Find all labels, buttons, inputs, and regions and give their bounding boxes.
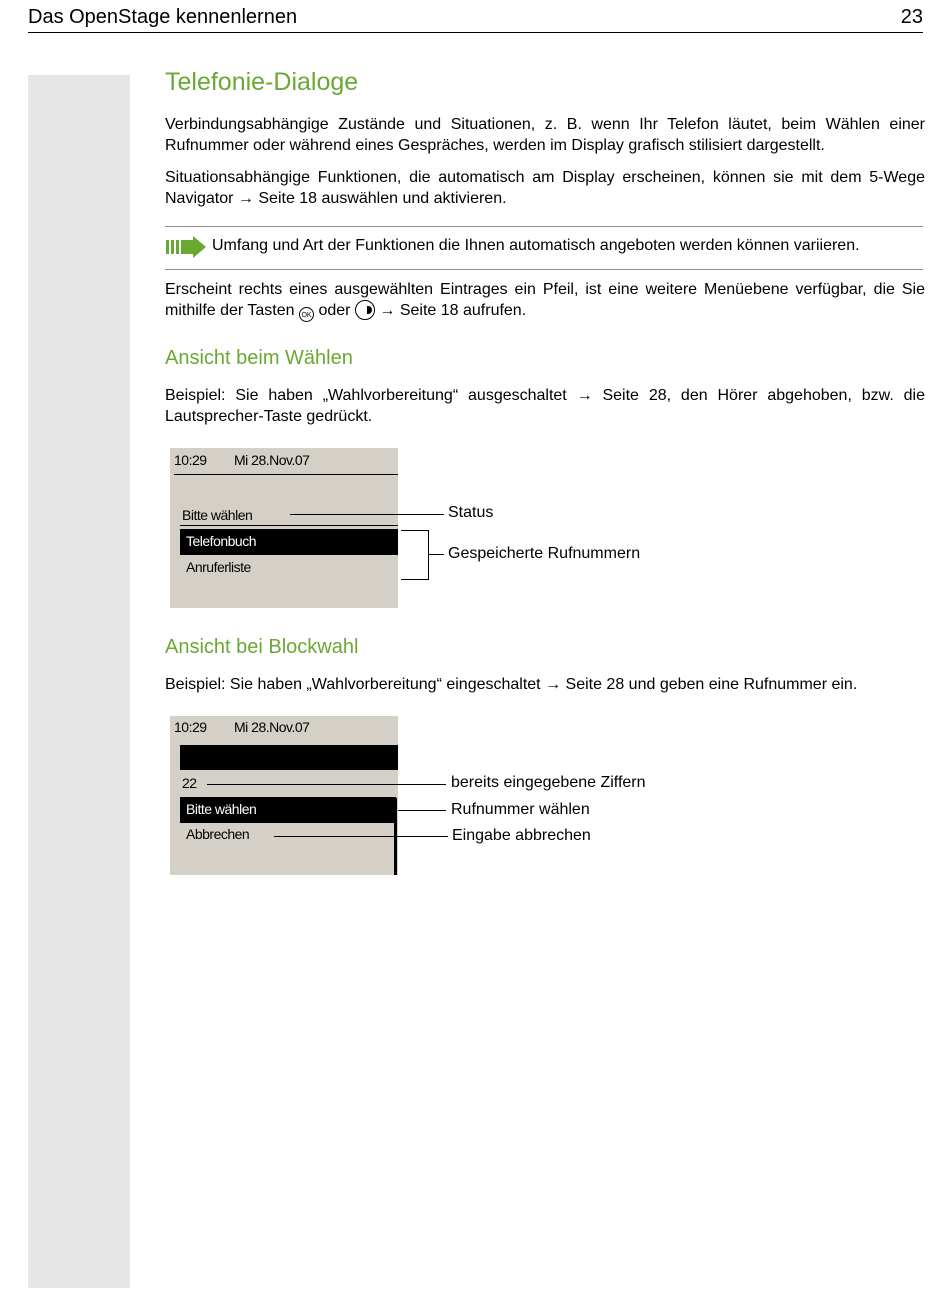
callout-dial: Rufnummer wählen (451, 801, 590, 818)
callout-line-status (290, 514, 444, 515)
navigator-key-icon (355, 300, 375, 320)
display-selected-item[interactable] (180, 797, 396, 823)
bracket-bottom (401, 579, 429, 580)
callout-status: Status (448, 504, 494, 521)
bracket-top (401, 530, 428, 531)
section-title: Telefonie-Dialoge (165, 68, 359, 96)
paragraph-3-oder: oder (318, 302, 351, 319)
callout-line-dial (398, 810, 446, 811)
header-rule (28, 32, 923, 33)
running-header-title: Das OpenStage kennenlernen (28, 6, 298, 28)
dialing-description: Beispiel: Sie haben „Wahlvorbereitung“ ausgeschaltet → Seite 28, den Hörer abgehoben, bzw. die Lautsprecher-Taste gedrückt. (165, 387, 925, 425)
display-block (170, 716, 398, 875)
display-status-rule (180, 525, 398, 526)
callout-digits: bereits eingegebene Ziffern (451, 774, 646, 791)
ok-key-icon: OK (299, 307, 314, 322)
callout-cancel: Eingabe abbrechen (452, 827, 591, 844)
subsection-title-block: Ansicht bei Blockwahl (165, 636, 359, 658)
display-selected-item[interactable] (180, 529, 398, 555)
display-time: 10:29 (174, 452, 207, 468)
subsection-title-dialing: Ansicht beim Wählen (165, 347, 353, 369)
callout-stored-numbers: Gespeicherte Rufnummern (448, 545, 641, 562)
note-top-rule (165, 226, 923, 227)
display-item-anruferliste[interactable]: Anruferliste (186, 559, 251, 575)
display-header-rule (174, 474, 398, 475)
note-bottom-rule (165, 269, 923, 270)
display-date: Mi 28.Nov.07 (234, 452, 310, 468)
paragraph-3 (165, 279, 925, 322)
callout-line-digits (207, 784, 446, 785)
paragraph-3-start: Erscheint rechts eines ausgewählten Eintrages ein Pfeil, ist eine weitere Menüebene verfügbar, die Sie mithilfe der Tasten (165, 281, 925, 319)
callout-line-cancel (274, 836, 448, 837)
display-time: 10:29 (174, 719, 207, 735)
page-number: 23 (900, 6, 923, 28)
display-input-bar (180, 745, 398, 770)
paragraph-1: Verbindungsabhängige Zustände und Situationen, z. B. wenn Ihr Telefon läutet, beim Wählen einer Rufnummer oder während eines Gespräches, werden im Display grafisch stilisiert dargestellt. (165, 116, 925, 154)
sidebar-column (28, 75, 130, 1288)
paragraph-2: Situationsabhängige Funktionen, die automatisch am Display erscheinen, können sie mit dem 5-Wege Navigator → Seite 18 auswählen und aktivieren. (165, 169, 925, 207)
display-dialing (170, 448, 398, 608)
display-date: Mi 28.Nov.07 (234, 719, 310, 735)
display-status: Bitte wählen (182, 507, 253, 523)
note-text: Umfang und Art der Funktionen die Ihnen automatisch angeboten werden können variieren. (212, 237, 860, 254)
arrow-note-icon (166, 236, 208, 258)
paragraph-3-end: → Seite 18 aufrufen. (379, 302, 527, 319)
bracket-pointer (428, 554, 444, 555)
display-digits: 22 (182, 775, 197, 791)
display-item-abbrechen[interactable]: Abbrechen (186, 826, 250, 842)
block-description: Beispiel: Sie haben „Wahlvorbereitung“ eingeschaltet → Seite 28 und geben eine Rufnummer ein. (165, 676, 858, 693)
display-item-bitte-waehlen: Bitte wählen (186, 801, 257, 817)
display-item-telefonbuch: Telefonbuch (186, 533, 257, 549)
